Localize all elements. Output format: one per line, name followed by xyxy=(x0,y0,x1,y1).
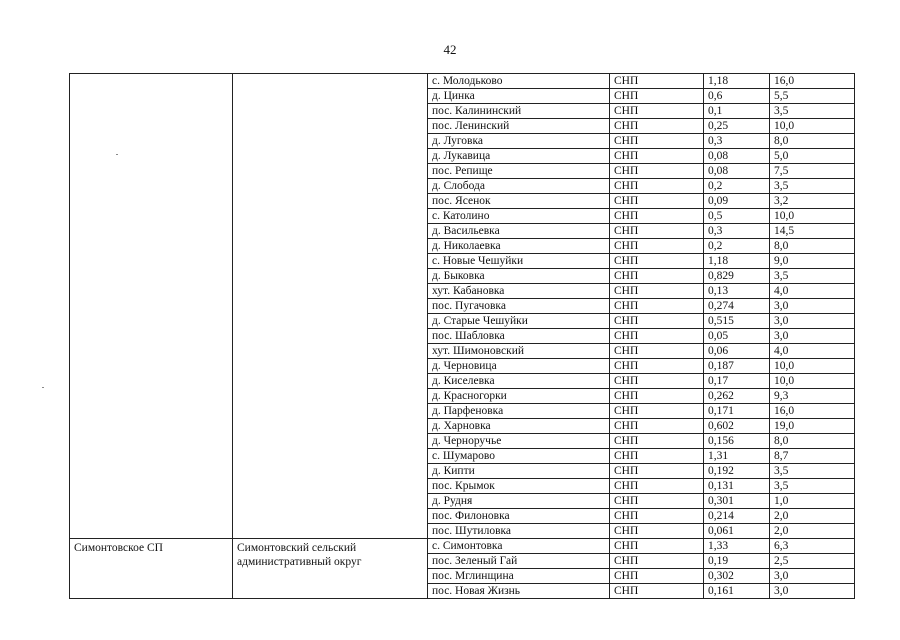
distance-cell: 3,5 xyxy=(770,479,855,494)
settlement-name-cell: пос. Шутиловка xyxy=(428,524,610,539)
area-cell: 0,13 xyxy=(704,284,770,299)
distance-cell: 8,0 xyxy=(770,434,855,449)
distance-cell: 5,5 xyxy=(770,89,855,104)
settlement-type-cell: СНП xyxy=(610,584,704,599)
settlement-name-cell: с. Новые Чешуйки xyxy=(428,254,610,269)
settlement-type-cell: СНП xyxy=(610,149,704,164)
settlements-table xyxy=(69,73,855,599)
settlement-type-cell: СНП xyxy=(610,134,704,149)
settlement-type-cell: СНП xyxy=(610,419,704,434)
area-cell: 0,09 xyxy=(704,194,770,209)
settlement-name-cell: д. Красногорки xyxy=(428,389,610,404)
area-cell: 0,1 xyxy=(704,104,770,119)
distance-cell: 3,0 xyxy=(770,299,855,314)
settlement-type-cell: СНП xyxy=(610,74,704,89)
distance-cell: 16,0 xyxy=(770,404,855,419)
settlement-type-cell: СНП xyxy=(610,164,704,179)
area-cell: 0,2 xyxy=(704,239,770,254)
distance-cell: 7,5 xyxy=(770,164,855,179)
area-cell: 0,3 xyxy=(704,134,770,149)
area-cell: 0,131 xyxy=(704,479,770,494)
table-body xyxy=(70,74,855,599)
settlement-type-cell: СНП xyxy=(610,374,704,389)
area-cell: 0,192 xyxy=(704,464,770,479)
settlement-type-cell: СНП xyxy=(610,539,704,554)
area-cell: 0,171 xyxy=(704,404,770,419)
area-cell: 0,25 xyxy=(704,119,770,134)
settlement-type-cell: СНП xyxy=(610,119,704,134)
distance-cell: 3,0 xyxy=(770,584,855,599)
settlement-name-cell: д. Черноручье xyxy=(428,434,610,449)
settlement-type-cell: СНП xyxy=(610,209,704,224)
area-cell: 1,18 xyxy=(704,74,770,89)
settlement-name-cell: д. Черновица xyxy=(428,359,610,374)
area-cell: 0,6 xyxy=(704,89,770,104)
settlement-type-cell: СНП xyxy=(610,494,704,509)
distance-cell: 2,0 xyxy=(770,509,855,524)
settlement-type-cell: СНП xyxy=(610,434,704,449)
area-cell: 0,061 xyxy=(704,524,770,539)
area-cell: 1,18 xyxy=(704,254,770,269)
area-cell: 0,187 xyxy=(704,359,770,374)
area-cell: 0,08 xyxy=(704,149,770,164)
table-row xyxy=(70,539,855,554)
settlement-name-cell: д. Лукавица xyxy=(428,149,610,164)
settlement-type-cell: СНП xyxy=(610,569,704,584)
rural-settlement-cell: Симонтовское СП xyxy=(70,539,233,599)
distance-cell: 3,5 xyxy=(770,104,855,119)
settlement-type-cell: СНП xyxy=(610,194,704,209)
settlement-name-cell: с. Симонтовка xyxy=(428,539,610,554)
administrative-district-cell xyxy=(233,74,428,539)
settlement-type-cell: СНП xyxy=(610,269,704,284)
area-cell: 0,19 xyxy=(704,554,770,569)
settlement-name-cell: д. Николаевка xyxy=(428,239,610,254)
settlement-name-cell: д. Харновка xyxy=(428,419,610,434)
settlement-type-cell: СНП xyxy=(610,464,704,479)
settlement-type-cell: СНП xyxy=(610,389,704,404)
settlement-type-cell: СНП xyxy=(610,479,704,494)
area-cell: 0,829 xyxy=(704,269,770,284)
distance-cell: 3,5 xyxy=(770,179,855,194)
area-cell: 0,05 xyxy=(704,329,770,344)
area-cell: 0,08 xyxy=(704,164,770,179)
settlement-name-cell: д. Васильевка xyxy=(428,224,610,239)
settlement-name-cell: пос. Ленинский xyxy=(428,119,610,134)
settlement-name-cell: с. Католино xyxy=(428,209,610,224)
settlement-type-cell: СНП xyxy=(610,89,704,104)
settlement-name-cell: хут. Кабановка xyxy=(428,284,610,299)
settlement-type-cell: СНП xyxy=(610,329,704,344)
settlement-name-cell: д. Цинка xyxy=(428,89,610,104)
settlement-name-cell: д. Луговка xyxy=(428,134,610,149)
distance-cell: 5,0 xyxy=(770,149,855,164)
area-cell: 0,17 xyxy=(704,374,770,389)
settlement-type-cell: СНП xyxy=(610,404,704,419)
settlement-type-cell: СНП xyxy=(610,104,704,119)
settlement-type-cell: СНП xyxy=(610,239,704,254)
settlement-name-cell: пос. Пугачовка xyxy=(428,299,610,314)
settlement-type-cell: СНП xyxy=(610,449,704,464)
settlement-type-cell: СНП xyxy=(610,284,704,299)
settlement-type-cell: СНП xyxy=(610,554,704,569)
area-cell: 0,3 xyxy=(704,224,770,239)
administrative-district-cell: Симонтовский сельский административный округ xyxy=(233,539,428,599)
settlement-name-cell: пос. Ясенок xyxy=(428,194,610,209)
scan-speck xyxy=(116,154,118,155)
settlement-name-cell: хут. Шимоновский xyxy=(428,344,610,359)
page-number: 42 xyxy=(443,42,457,57)
distance-cell: 3,0 xyxy=(770,329,855,344)
area-cell: 0,302 xyxy=(704,569,770,584)
table-row xyxy=(70,74,855,89)
distance-cell: 3,0 xyxy=(770,569,855,584)
distance-cell: 2,5 xyxy=(770,554,855,569)
settlement-name-cell: д. Рудня xyxy=(428,494,610,509)
settlement-type-cell: СНП xyxy=(610,314,704,329)
settlement-name-cell: пос. Зеленый Гай xyxy=(428,554,610,569)
settlement-type-cell: СНП xyxy=(610,299,704,314)
settlement-name-cell: с. Шумарово xyxy=(428,449,610,464)
settlement-type-cell: СНП xyxy=(610,359,704,374)
area-cell: 0,274 xyxy=(704,299,770,314)
settlement-name-cell: пос. Калининский xyxy=(428,104,610,119)
distance-cell: 10,0 xyxy=(770,209,855,224)
settlement-name-cell: д. Кипти xyxy=(428,464,610,479)
distance-cell: 10,0 xyxy=(770,119,855,134)
area-cell: 0,161 xyxy=(704,584,770,599)
settlement-type-cell: СНП xyxy=(610,254,704,269)
distance-cell: 10,0 xyxy=(770,374,855,389)
distance-cell: 3,5 xyxy=(770,464,855,479)
settlement-name-cell: пос. Новая Жизнь xyxy=(428,584,610,599)
settlement-name-cell: пос. Мглинщина xyxy=(428,569,610,584)
distance-cell: 8,0 xyxy=(770,239,855,254)
area-cell: 0,262 xyxy=(704,389,770,404)
area-cell: 0,301 xyxy=(704,494,770,509)
distance-cell: 16,0 xyxy=(770,74,855,89)
area-cell: 0,2 xyxy=(704,179,770,194)
distance-cell: 3,5 xyxy=(770,269,855,284)
settlement-name-cell: с. Молодьково xyxy=(428,74,610,89)
settlement-name-cell: д. Киселевка xyxy=(428,374,610,389)
settlement-type-cell: СНП xyxy=(610,524,704,539)
distance-cell: 19,0 xyxy=(770,419,855,434)
distance-cell: 9,0 xyxy=(770,254,855,269)
area-cell: 1,31 xyxy=(704,449,770,464)
settlement-type-cell: СНП xyxy=(610,224,704,239)
settlement-type-cell: СНП xyxy=(610,344,704,359)
area-cell: 0,214 xyxy=(704,509,770,524)
distance-cell: 9,3 xyxy=(770,389,855,404)
area-cell: 0,5 xyxy=(704,209,770,224)
settlement-type-cell: СНП xyxy=(610,509,704,524)
settlement-name-cell: д. Старые Чешуйки xyxy=(428,314,610,329)
distance-cell: 3,2 xyxy=(770,194,855,209)
settlement-name-cell: д. Быковка xyxy=(428,269,610,284)
distance-cell: 14,5 xyxy=(770,224,855,239)
scan-speck xyxy=(42,387,44,388)
distance-cell: 6,3 xyxy=(770,539,855,554)
settlement-name-cell: д. Слобода xyxy=(428,179,610,194)
settlement-name-cell: пос. Крымок xyxy=(428,479,610,494)
distance-cell: 1,0 xyxy=(770,494,855,509)
distance-cell: 2,0 xyxy=(770,524,855,539)
area-cell: 0,156 xyxy=(704,434,770,449)
settlement-name-cell: д. Парфеновка xyxy=(428,404,610,419)
settlement-type-cell: СНП xyxy=(610,179,704,194)
settlement-name-cell: пос. Репище xyxy=(428,164,610,179)
distance-cell: 4,0 xyxy=(770,284,855,299)
rural-settlement-cell xyxy=(70,74,233,539)
distance-cell: 8,7 xyxy=(770,449,855,464)
distance-cell: 10,0 xyxy=(770,359,855,374)
area-cell: 0,515 xyxy=(704,314,770,329)
distance-cell: 4,0 xyxy=(770,344,855,359)
distance-cell: 8,0 xyxy=(770,134,855,149)
area-cell: 0,06 xyxy=(704,344,770,359)
settlement-name-cell: пос. Филоновка xyxy=(428,509,610,524)
area-cell: 0,602 xyxy=(704,419,770,434)
distance-cell: 3,0 xyxy=(770,314,855,329)
area-cell: 1,33 xyxy=(704,539,770,554)
settlement-name-cell: пос. Шабловка xyxy=(428,329,610,344)
